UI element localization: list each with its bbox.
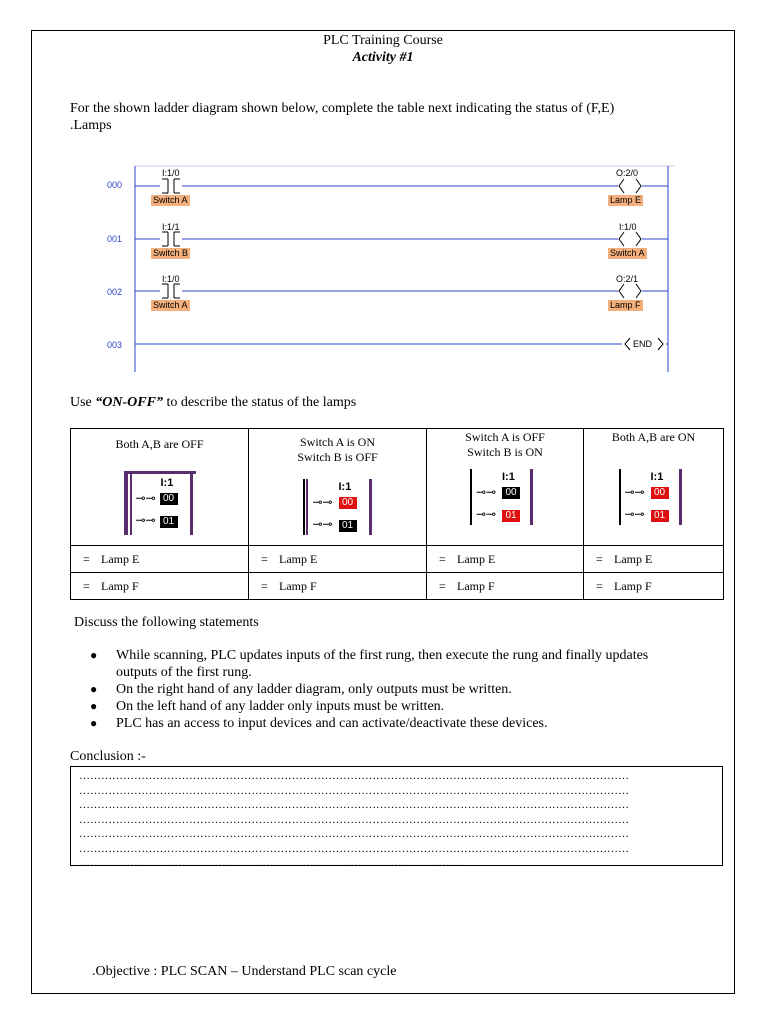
io-label: I:1 <box>650 471 664 483</box>
statement-item <box>90 647 680 681</box>
contact-address: I:1/0 <box>162 274 180 284</box>
switch-icon: ⊸⊸ <box>476 485 497 499</box>
case-cell <box>427 429 584 546</box>
bit-00: 00 <box>502 487 520 499</box>
case-heading: Switch A is OFF <box>465 430 545 444</box>
statement-item <box>90 698 680 715</box>
switch-icon: ⊸⊸ <box>312 495 333 509</box>
use-emphasis: “ON-OFF” <box>95 395 163 410</box>
contact-rung-002 <box>160 284 182 298</box>
lamp-e-label: Lamp E <box>457 552 496 566</box>
lamp-e-label: Lamp E <box>614 552 653 566</box>
coil-rung-000 <box>618 179 642 193</box>
coil-tag: Lamp F <box>610 300 641 310</box>
contact-rung-000 <box>160 179 182 193</box>
objective: .Objective : PLC SCAN – Understand PLC scan cycle <box>92 964 397 979</box>
coil-rung-002 <box>618 284 642 298</box>
input-module-graphic <box>470 469 540 533</box>
coil-address: I:1/0 <box>619 222 637 232</box>
switch-icon: ⊸⊸ <box>624 507 645 521</box>
equals-sign: = <box>596 552 603 566</box>
instruction-line1: For the shown ladder diagram shown below, complete the table next indicating the status of (F,E) <box>70 101 615 116</box>
switch-icon: ⊸⊸ <box>624 485 645 499</box>
lamp-f-cell[interactable] <box>71 573 249 600</box>
bit-01: 01 <box>160 516 178 528</box>
discuss-title: Discuss the following statements <box>74 615 259 630</box>
contact-tag: Switch B <box>153 248 189 258</box>
equals-sign: = <box>261 579 268 593</box>
lamp-status-table <box>70 428 724 600</box>
lamp-e-label: Lamp E <box>101 552 140 566</box>
statement-text: PLC has an access to input devices and can activate/deactivate these devices. <box>116 716 548 731</box>
instruction-line2: .Lamps <box>70 118 112 133</box>
input-module-graphic <box>619 469 689 533</box>
bit-00: 00 <box>651 487 669 499</box>
bit-01: 01 <box>339 520 357 532</box>
io-label: I:1 <box>502 471 515 483</box>
bit-00: 00 <box>339 497 357 509</box>
switch-icon: ⊸⊸ <box>476 507 497 521</box>
case-cell <box>584 429 724 546</box>
contact-address: I:1/0 <box>162 168 180 178</box>
bit-01: 01 <box>502 510 520 522</box>
statement-text: On the right hand of any ladder diagram, only outputs must be written. <box>116 682 512 697</box>
coil-rung-001 <box>618 232 642 246</box>
equals-sign: = <box>83 552 90 566</box>
statement-item <box>90 715 680 732</box>
conclusion-box[interactable] <box>70 766 723 869</box>
conclusion-line: …………………………………………………………………………………………………………………………………… <box>79 842 629 855</box>
use-instruction <box>70 395 356 411</box>
contact-address: I:1/1 <box>162 222 180 232</box>
rung-number: 000 <box>107 180 123 190</box>
io-label: I:1 <box>338 481 352 493</box>
conclusion-line: …………………………………………………………………………………………………………………………………… <box>79 813 629 826</box>
bullet-icon: ● <box>90 648 98 662</box>
rung-number: 002 <box>107 287 123 297</box>
lamp-e-cell[interactable] <box>427 546 584 573</box>
lamp-f-cell[interactable] <box>427 573 584 600</box>
switch-icon: ⊸⊸ <box>312 517 333 531</box>
statement-item <box>90 681 680 698</box>
bullet-icon: ● <box>90 699 98 713</box>
coil-tag: Switch A <box>610 248 645 258</box>
lamp-f-cell[interactable] <box>249 573 427 600</box>
lamp-f-label: Lamp F <box>279 579 317 593</box>
lamp-e-cell[interactable] <box>584 546 724 573</box>
end-label: END <box>633 339 653 349</box>
use-suffix: to describe the status of the lamps <box>162 395 357 410</box>
switch-icon: ⊸⊸ <box>135 491 156 505</box>
case-heading: Switch A is ON <box>299 435 375 449</box>
lamp-e-label: Lamp E <box>279 552 318 566</box>
case-heading-2: Switch B is OFF <box>297 450 378 464</box>
conclusion-line: …………………………………………………………………………………………………………………………………… <box>79 784 629 797</box>
equals-sign: = <box>439 552 446 566</box>
lamp-f-label: Lamp F <box>614 579 652 593</box>
input-module-graphic <box>124 471 196 535</box>
conclusion-line: …………………………………………………………………………………………………………………………………… <box>79 828 629 840</box>
equals-sign: = <box>83 579 90 593</box>
bit-00: 00 <box>160 493 178 505</box>
coil-tag: Lamp E <box>610 195 642 205</box>
switch-icon: ⊸⊸ <box>135 513 156 527</box>
statement-list <box>90 647 680 732</box>
rung-number: 003 <box>107 340 123 350</box>
conclusion-label: Conclusion :- <box>70 749 146 764</box>
equals-sign: = <box>439 579 446 593</box>
lamp-e-cell[interactable] <box>71 546 249 573</box>
lamp-f-cell[interactable] <box>584 573 724 600</box>
case-heading-2: Switch B is ON <box>467 445 543 459</box>
io-label: I:1 <box>160 477 174 489</box>
use-prefix: Use <box>70 395 96 410</box>
case-cell <box>71 429 249 546</box>
lamp-e-cell[interactable] <box>249 546 427 573</box>
conclusion-line: …………………………………………………………………………………………………………………………………… <box>79 770 629 782</box>
statement-text: On the left hand of any ladder only inputs must be written. <box>116 699 445 714</box>
bullet-icon: ● <box>90 682 98 696</box>
conclusion-line: …………………………………………………………………………………………… <box>79 857 464 869</box>
contact-rung-001 <box>160 232 182 246</box>
input-module-graphic <box>303 479 373 543</box>
coil-address: O:2/0 <box>616 168 639 178</box>
coil-address: O:2/1 <box>616 274 639 284</box>
case-heading: Both A,B are OFF <box>115 437 204 451</box>
statement-text: While scanning, PLC updates inputs of the first rung, then execute the rung and finally updates outputs of the first rung. <box>116 648 649 680</box>
bit-01: 01 <box>651 510 669 522</box>
contact-tag: Switch A <box>153 300 188 310</box>
conclusion-line: …………………………………………………………………………………………………………………………………… <box>79 799 629 811</box>
contact-tag: Switch A <box>153 195 188 205</box>
ladder-diagram <box>100 160 680 378</box>
activity-title: Activity #1 <box>352 50 414 65</box>
equals-sign: = <box>596 579 603 593</box>
case-cell <box>249 429 427 546</box>
lamp-f-label: Lamp F <box>101 579 139 593</box>
course-title: PLC Training Course <box>323 33 443 48</box>
equals-sign: = <box>261 552 268 566</box>
rung-number: 001 <box>107 234 123 244</box>
case-heading: Both A,B are ON <box>611 430 696 444</box>
bullet-icon: ● <box>90 716 98 730</box>
lamp-f-label: Lamp F <box>457 579 495 593</box>
